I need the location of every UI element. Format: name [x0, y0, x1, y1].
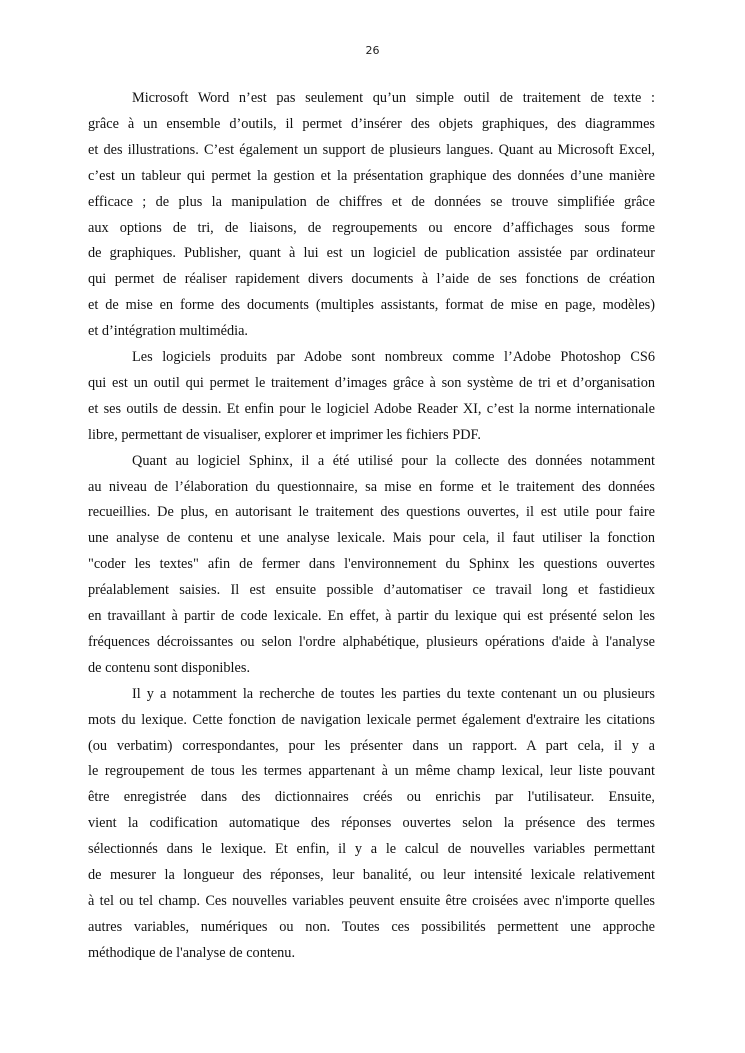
text-line: de contenu sont disponibles.	[88, 659, 251, 676]
text-line: le regroupement de tous les termes appartenant à un même champ lexical, leur liste pouvant	[88, 763, 655, 780]
text-line: en travaillant à partir de code lexicale. En effet, à partir du lexique qui est présenté selon les	[88, 608, 655, 624]
text-line: autres variables, numériques ou non. Toutes ces possibilités permettent une approche	[88, 918, 655, 935]
text-line: de mesurer la longueur des réponses, leur banalité, ou leur intensité lexicale relativement	[88, 867, 655, 883]
text-line: "coder les textes" afin de fermer dans l'environnement du Sphinx les questions ouvertes	[88, 556, 655, 573]
text-line: aux options de tri, de liaisons, de regroupements ou encore d’affichages sous forme	[88, 219, 655, 236]
text-line: et de mise en forme des documents (multiples assistants, format de mise en page, modèles)	[88, 297, 655, 314]
text-line: efficace ; de plus la manipulation de chiffres et de données se trouve simplifiée grâce	[88, 193, 655, 210]
text-line: qui est un outil qui permet le traitement d’images grâce à son système de tri et d’organisation	[88, 374, 655, 391]
text-line: à tel ou tel champ. Ces nouvelles variables peuvent ensuite être croisées avec n'importe quelles	[88, 892, 655, 909]
text-line: grâce à un ensemble d’outils, il permet d’insérer des objets graphiques, des diagrammes	[88, 115, 655, 132]
text-line: et ses outils de dessin. Et enfin pour le logiciel Adobe Reader XI, c’est la norme internationale	[88, 400, 655, 417]
text-line: Les logiciels produits par Adobe sont nombreux comme l’Adobe Photoshop CS6	[132, 349, 655, 365]
text-line: au niveau de l’élaboration du questionnaire, sa mise en forme et le traitement des données	[88, 478, 655, 495]
text-line: être enregistrée dans des dictionnaires créés ou enrichis par l'utilisateur. Ensuite,	[88, 789, 655, 806]
text-line: libre, permettant de visualiser, explorer et imprimer les fichiers PDF.	[88, 426, 481, 443]
text-line: une analyse de contenu et une analyse lexicale. Mais pour cela, il faut utiliser la fonction	[88, 530, 655, 547]
text-line: (ou verbatim) correspondantes, pour les présenter dans un rapport. A part cela, il y a	[88, 737, 655, 754]
text-line: fréquences décroissantes ou selon l'ordre alphabétique, plusieurs opérations d'aide à l'analyse	[88, 633, 655, 650]
text-line: préalablement saisies. Il est ensuite possible d’automatiser ce travail long et fastidieux	[88, 582, 655, 599]
text-line: recueillies. De plus, en autorisant le traitement des questions ouvertes, il est utile pour faire	[88, 504, 655, 521]
text-line: mots du lexique. Cette fonction de navigation lexicale permet également d'extraire les citations	[88, 711, 655, 728]
text-line: sélectionnés dans le lexique. Et enfin, il y a le calcul de nouvelles variables permettant	[88, 841, 655, 858]
text-line: méthodique de l'analyse de contenu.	[88, 944, 296, 961]
text-line: et d’intégration multimédia.	[88, 323, 249, 340]
page-number: 26	[365, 44, 380, 57]
text-line: qui permet de réaliser rapidement divers documents à l’aide de ses fonctions de création	[88, 271, 655, 288]
text-line: Il y a notamment la recherche de toutes les parties du texte contenant un ou plusieurs	[132, 685, 655, 702]
text-line: Quant au logiciel Sphinx, il a été utilisé pour la collecte des données notamment	[132, 452, 655, 469]
text-line: de graphiques. Publisher, quant à lui est un logiciel de publication assistée par ordinateur	[88, 245, 655, 262]
text-line: et des illustrations. C’est également un support de plusieurs langues. Quant au Microsoft Excel,	[88, 141, 655, 158]
text-line: c’est un tableur qui permet la gestion et la présentation graphique des données d’une manière	[88, 167, 655, 184]
text-line: vient la codification automatique des réponses ouvertes selon la présence des termes	[88, 815, 655, 832]
text-line: Microsoft Word n’est pas seulement qu’un simple outil de traitement de texte :	[132, 90, 655, 106]
